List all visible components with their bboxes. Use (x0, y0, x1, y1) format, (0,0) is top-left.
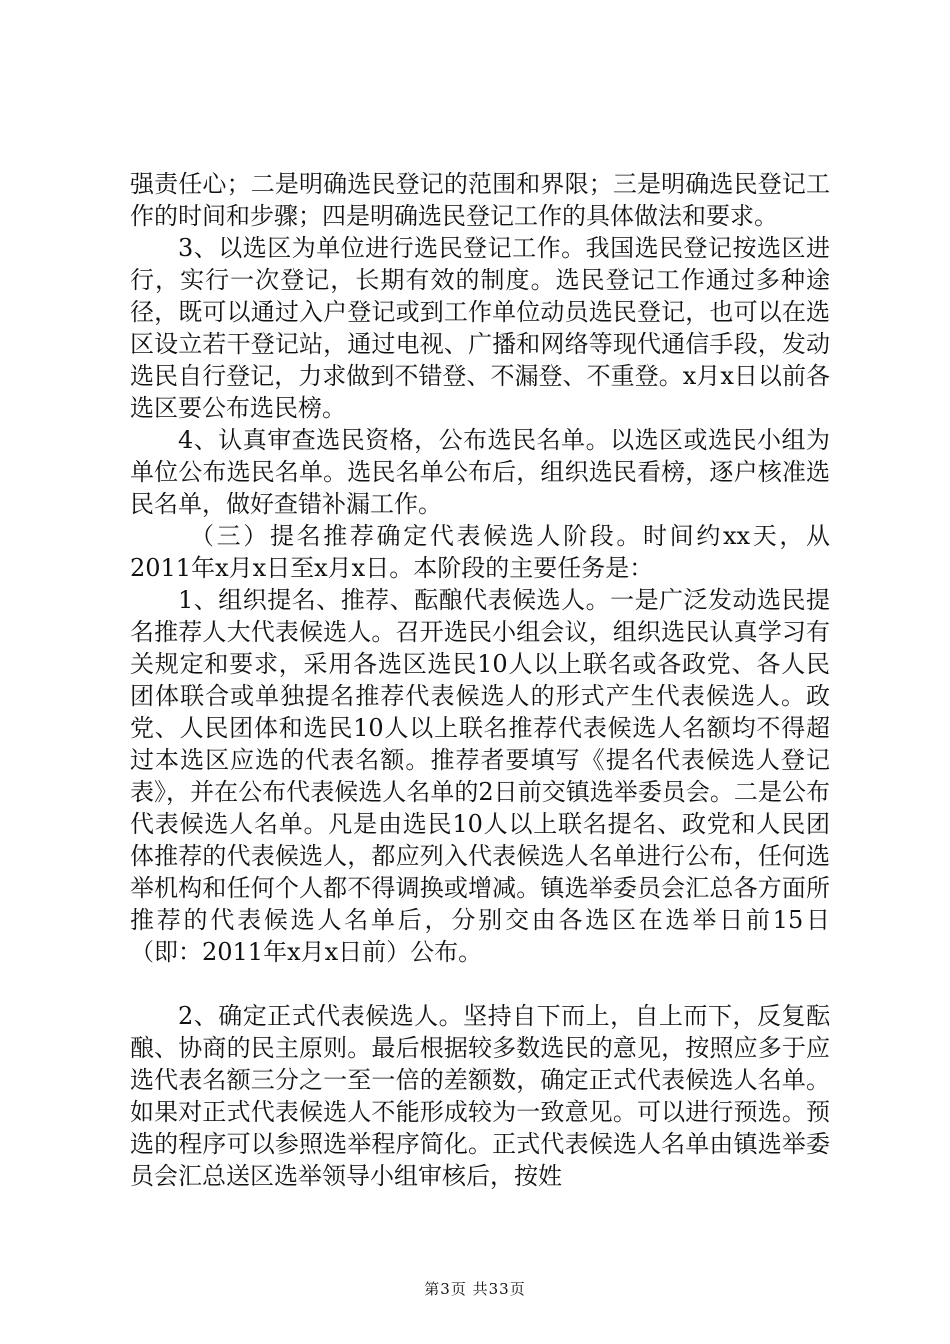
paragraph-item-4: 4、认真审查选民资格，公布选民名单。以选区或选民小组为单位公布选民名单。选民名单公布后，组织选民看榜，逐户核准选民名单，做好查错补漏工作。 (130, 426, 830, 518)
paragraph-item-2: 2、确定正式代表候选人。坚持自下而上，自上而下，反复酝酿、协商的民主原则。最后根据较多数选民的意见，按照应多于应选代表名额三分之一至一倍的差额数，确定正式代表候选人名单。如果对正式代表候选人不能形成较为一致意见。可以进行预选。预选的程序可以参照选举程序简化。正式代表候选人名单由镇选举委员会汇总送区选举领导小组审核后，按姓 (130, 1002, 830, 1190)
page-number-footer: 第3页 共33页 (424, 1280, 526, 1298)
paragraph-continued: 强责任心；二是明确选民登记的范围和界限；三是明确选民登记工作的时间和步骤；四是明确选民登记工作的具体做法和要求。 (130, 170, 830, 230)
paragraph-item-1: 1、组织提名、推荐、酝酿代表候选人。一是广泛发动选民提名推荐人大代表候选人。召开选民小组会议，组织选民认真学习有关规定和要求，采用各选区选民10人以上联名或各政党、各人民团体联合或单独提名推荐代表候选人的形式产生代表候选人。政党、人民团体和选民10人以上联名推荐代表候选人名额均不得超过本选区应选的代表名额。推荐者要填写《提名代表候选人登记表》，并在公布代表候选人名单的2日前交镇选举委员会。二是公布代表候选人名单。凡是由选民10人以上联名提名、政党和人民团体推荐的代表候选人，都应列入代表候选人名单进行公布，任何选举机构和任何个人都不得调换或增减。镇选举委员会汇总各方面所推荐的代表候选人名单后，分别交由各选区在选举日前15日（即：2011年x月x日前）公布。 (130, 586, 830, 966)
section-heading-3: （三）提名推荐确定代表候选人阶段。时间约xx天，从2011年x月x日至x月x日。本阶段的主要任务是： (130, 522, 830, 582)
document-body (130, 168, 830, 1192)
paragraph-item-3: 3、以选区为单位进行选民登记工作。我国选民登记按选区进行，实行一次登记，长期有效的制度。选民登记工作通过多种途径，既可以通过入户登记或到工作单位动员选民登记，也可以在选区设立若干登记站，通过电视、广播和网络等现代通信手段，发动选民自行登记，力求做到不错登、不漏登、不重登。x月x日以前各选区要公布选民榜。 (130, 234, 830, 422)
